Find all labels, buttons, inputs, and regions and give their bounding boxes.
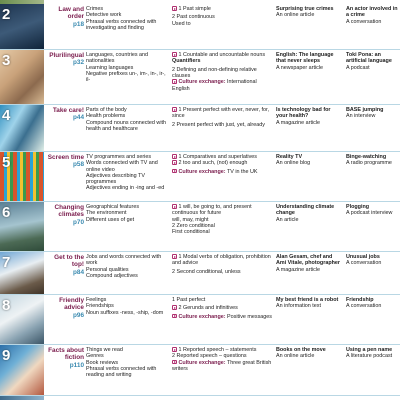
grammar-cell	[172, 347, 272, 372]
listening-type: A podcast interview	[346, 210, 393, 217]
reading-title: Understanding climate change	[276, 204, 335, 217]
grammar-item: 2 Reported speech – questions	[172, 353, 247, 360]
listening-title: Friendship	[346, 297, 374, 303]
listening-title: Using a pen name	[346, 347, 393, 353]
grammar-item: 1 will, be going to, and present continuous for future	[172, 204, 252, 217]
vocab-item: Feelings	[86, 297, 107, 303]
reading-cell	[276, 52, 342, 71]
unit-title[interactable]: Screen time	[47, 154, 84, 161]
grammar-cell	[172, 254, 272, 275]
unit-heading	[44, 154, 84, 169]
vocabulary-cell	[86, 254, 168, 279]
video-play-icon[interactable]	[172, 254, 177, 259]
unit-heading	[44, 52, 84, 67]
video-play-icon[interactable]	[172, 347, 177, 352]
reading-cell	[276, 107, 342, 126]
unit-title[interactable]: Plurilingual	[49, 52, 84, 59]
listening-type: An interview	[346, 113, 376, 120]
unit-thumbnail	[0, 202, 44, 251]
listening-type: A radio programme	[346, 160, 392, 167]
unit-thumbnail	[0, 152, 44, 201]
next-row-remnant	[0, 396, 400, 400]
reading-type: A magazine article	[276, 119, 321, 126]
grammar-cell	[172, 6, 272, 27]
vocab-item: Health problems	[86, 113, 126, 120]
unit-heading	[44, 6, 84, 28]
vocabulary-cell	[86, 297, 168, 316]
unit-thumbnail	[0, 295, 44, 344]
vocab-item: Friendships	[86, 303, 114, 310]
vocabulary-cell	[86, 347, 168, 378]
reading-title: Is technology bad for your health?	[276, 107, 331, 120]
listening-cell	[346, 52, 400, 71]
reading-cell	[276, 347, 342, 360]
vocabulary-cell	[86, 107, 168, 132]
unit-thumbnail	[0, 105, 44, 151]
vocab-item: Compound nouns connected with health and healthcare	[86, 119, 167, 132]
unit-page[interactable]: p18	[72, 20, 84, 28]
culture-exchange-label: Culture exchange:	[178, 168, 226, 175]
listening-title: BASE jumping	[346, 107, 384, 113]
reading-type: An information text	[276, 303, 321, 310]
unit-number: 6	[2, 204, 11, 221]
reading-cell	[276, 297, 342, 310]
listening-cell	[346, 254, 400, 267]
video-play-icon[interactable]	[172, 204, 177, 209]
reading-title: My best friend is a robot	[276, 297, 339, 303]
unit-row	[0, 202, 400, 252]
video-play-icon[interactable]	[172, 107, 177, 112]
unit-thumbnail	[0, 4, 44, 49]
listening-cell	[346, 204, 400, 217]
grammar-cell	[172, 107, 272, 128]
culture-exchange-text: Positive messages	[227, 313, 272, 320]
unit-title[interactable]: Changing climates	[54, 204, 84, 219]
unit-title[interactable]: Friendly advice	[59, 297, 84, 312]
vocab-item: Negative prefixes un-, im-, in-, ir-, il-	[86, 70, 166, 84]
reading-type: A newspaper article	[276, 64, 324, 71]
grammar-item: 2 Defining and non-defining relative clauses	[172, 66, 257, 79]
culture-exchange-label: Culture exchange:	[178, 313, 226, 320]
vocab-item: Parts of the body	[86, 107, 127, 113]
unit-thumbnail	[0, 345, 44, 395]
listening-title: Toki Pona: an artificial language	[346, 52, 392, 65]
grammar-item: 2 Zero conditional	[172, 222, 215, 229]
listening-title: Plogging	[346, 204, 370, 210]
vocab-item: Adjectives describing TV programmes	[86, 172, 145, 186]
video-play-icon[interactable]	[172, 314, 177, 319]
vocabulary-cell	[86, 154, 168, 192]
grammar-item: 1 Comparatives and superlatives	[178, 154, 258, 161]
vocab-item: Adjectives ending in -ing and -ed	[86, 185, 165, 192]
reading-type: A magazine article	[276, 266, 321, 273]
video-play-icon[interactable]	[172, 305, 177, 310]
unit-title[interactable]: Get to the top!	[54, 254, 84, 269]
reading-cell	[276, 254, 342, 273]
culture-exchange-text: International English	[172, 79, 257, 92]
vocabulary-cell	[86, 204, 168, 223]
unit-thumbnail	[0, 252, 44, 294]
reading-cell	[276, 154, 342, 167]
reading-type: An online article	[276, 353, 315, 360]
culture-exchange-text: TV in the UK	[226, 168, 258, 175]
unit-thumbnail	[0, 50, 44, 104]
unit-heading	[44, 204, 84, 226]
listening-type: A podcast	[346, 64, 370, 71]
grammar-item: 2 Gerunds and infinitives	[178, 305, 238, 312]
grammar-item: 1 Reported speech – statements	[178, 347, 257, 354]
vocab-item: Detective work	[86, 12, 122, 19]
unit-heading	[44, 254, 84, 276]
unit-heading	[44, 347, 84, 369]
vocab-item: Book reviews	[86, 359, 119, 366]
grammar-item: Used to	[172, 20, 191, 27]
grammar-cell	[172, 297, 272, 320]
unit-title[interactable]: Take care!	[52, 107, 84, 114]
reading-title: Surprising true crimes	[276, 6, 334, 12]
unit-number: 7	[2, 254, 11, 271]
vocab-item: Learning languages	[86, 64, 134, 71]
video-play-icon[interactable]	[172, 160, 177, 165]
vocab-item: Things we read	[86, 347, 123, 353]
grammar-item: 2 too and such, (not) enough	[178, 160, 248, 167]
vocab-item: TV programmes and series	[86, 154, 152, 160]
reading-title: Books on the move	[276, 347, 326, 353]
grammar-item: 1 Past perfect	[172, 297, 206, 303]
unit-number: 2	[2, 6, 11, 23]
unit-page[interactable]: p110	[69, 361, 84, 369]
unit-page[interactable]: p44	[72, 114, 84, 122]
grammar-cell	[172, 154, 272, 175]
vocab-item: Genres	[86, 353, 104, 360]
unit-number: 4	[2, 107, 11, 124]
unit-page[interactable]: p84	[72, 268, 84, 276]
culture-exchange-text: Three great British writers	[172, 359, 272, 373]
video-play-icon[interactable]	[172, 52, 177, 57]
listening-type: A conversation	[346, 303, 382, 310]
unit-row	[0, 50, 400, 105]
vocab-item: Languages, countries and nationalities	[86, 52, 149, 65]
reading-type: An online blog	[276, 160, 311, 167]
grammar-item: 2 Past continuous	[172, 14, 215, 21]
unit-page[interactable]: p96	[72, 311, 84, 319]
grammar-item: 1 Past simple	[178, 6, 211, 13]
vocab-item: Personal qualities	[86, 266, 129, 273]
unit-row	[0, 4, 400, 50]
grammar-item: will, may, might	[172, 216, 209, 223]
listening-title: Binge-watching	[346, 154, 387, 160]
vocab-item: Words connected with TV and online video	[86, 160, 158, 173]
unit-heading	[44, 297, 84, 319]
vocabulary-cell	[86, 52, 168, 83]
listening-cell	[346, 154, 400, 167]
listening-cell	[346, 6, 400, 25]
culture-exchange-label: Culture exchange:	[178, 79, 226, 86]
grammar-item: 2 Second conditional, unless	[172, 268, 241, 275]
vocab-item: Different uses of get	[86, 216, 135, 223]
grammar-item: 2 Present perfect with just, yet, already	[172, 121, 265, 128]
unit-page[interactable]: p58	[72, 161, 84, 169]
reading-type: An article	[276, 216, 299, 223]
vocab-item: Geographical features	[86, 204, 140, 210]
unit-row	[0, 252, 400, 295]
vocab-item: Phrasal verbs connected with investigating and finding	[86, 18, 157, 31]
vocab-item: Crimes	[86, 6, 104, 12]
unit-number: 3	[2, 52, 11, 69]
reading-cell	[276, 204, 342, 223]
vocab-item: The environment	[86, 210, 127, 217]
grammar-item: 1 Countable and uncountable nouns	[178, 52, 266, 59]
grammar-cell	[172, 52, 272, 92]
listening-type: A conversation	[346, 260, 382, 267]
grammar-cell	[172, 204, 272, 236]
video-play-icon[interactable]	[172, 79, 177, 84]
culture-exchange-label: Culture exchange:	[178, 359, 226, 366]
vocab-item: Jobs and words connected with work	[86, 254, 162, 267]
listening-cell	[346, 297, 400, 310]
listening-title: An actor involved in a crime	[346, 6, 398, 19]
vocab-item: Noun suffixes -ness, -ship, -dom	[86, 309, 164, 316]
vocab-item: Phrasal verbs connected with reading and writing	[86, 365, 157, 379]
reading-title: English: The language that never sleeps	[276, 52, 334, 65]
unit-page[interactable]: p70	[72, 218, 84, 226]
unit-heading	[44, 107, 84, 122]
unit-number: 9	[2, 347, 11, 364]
listening-title: Unusual jobs	[346, 254, 380, 260]
grammar-item: First conditional	[172, 229, 210, 236]
listening-type: A literature podcast	[346, 353, 393, 360]
unit-page[interactable]: p32	[72, 59, 84, 67]
reading-type: An online article	[276, 12, 315, 19]
unit-row	[0, 295, 400, 345]
video-play-icon[interactable]	[172, 169, 177, 174]
grammar-item: 1 Present perfect with ever, never, for, since	[172, 107, 269, 120]
unit-number: 8	[2, 297, 11, 314]
vocabulary-cell	[86, 6, 168, 31]
unit-title[interactable]: Law and order	[58, 6, 84, 21]
grammar-item: 1 Modal verbs of obligation, prohibition and advice	[172, 254, 271, 267]
video-play-icon[interactable]	[172, 154, 177, 159]
video-play-icon[interactable]	[172, 360, 177, 365]
reading-title: Reality TV	[276, 154, 303, 160]
unit-row	[0, 345, 400, 396]
unit-row	[0, 152, 400, 202]
listening-cell	[346, 107, 400, 120]
grammar-item: Quantifiers	[172, 58, 201, 65]
reading-cell	[276, 6, 342, 19]
reading-title: Alan Gesam, chef and Ami Vitale, photographer	[276, 254, 340, 267]
video-play-icon[interactable]	[172, 6, 177, 11]
unit-number: 5	[2, 154, 11, 171]
listening-type: A conversation	[346, 18, 382, 25]
unit-row	[0, 105, 400, 152]
listening-cell	[346, 347, 400, 360]
vocab-item: Compound adjectives	[86, 272, 138, 279]
unit-title[interactable]: Facts about fiction	[48, 347, 84, 362]
